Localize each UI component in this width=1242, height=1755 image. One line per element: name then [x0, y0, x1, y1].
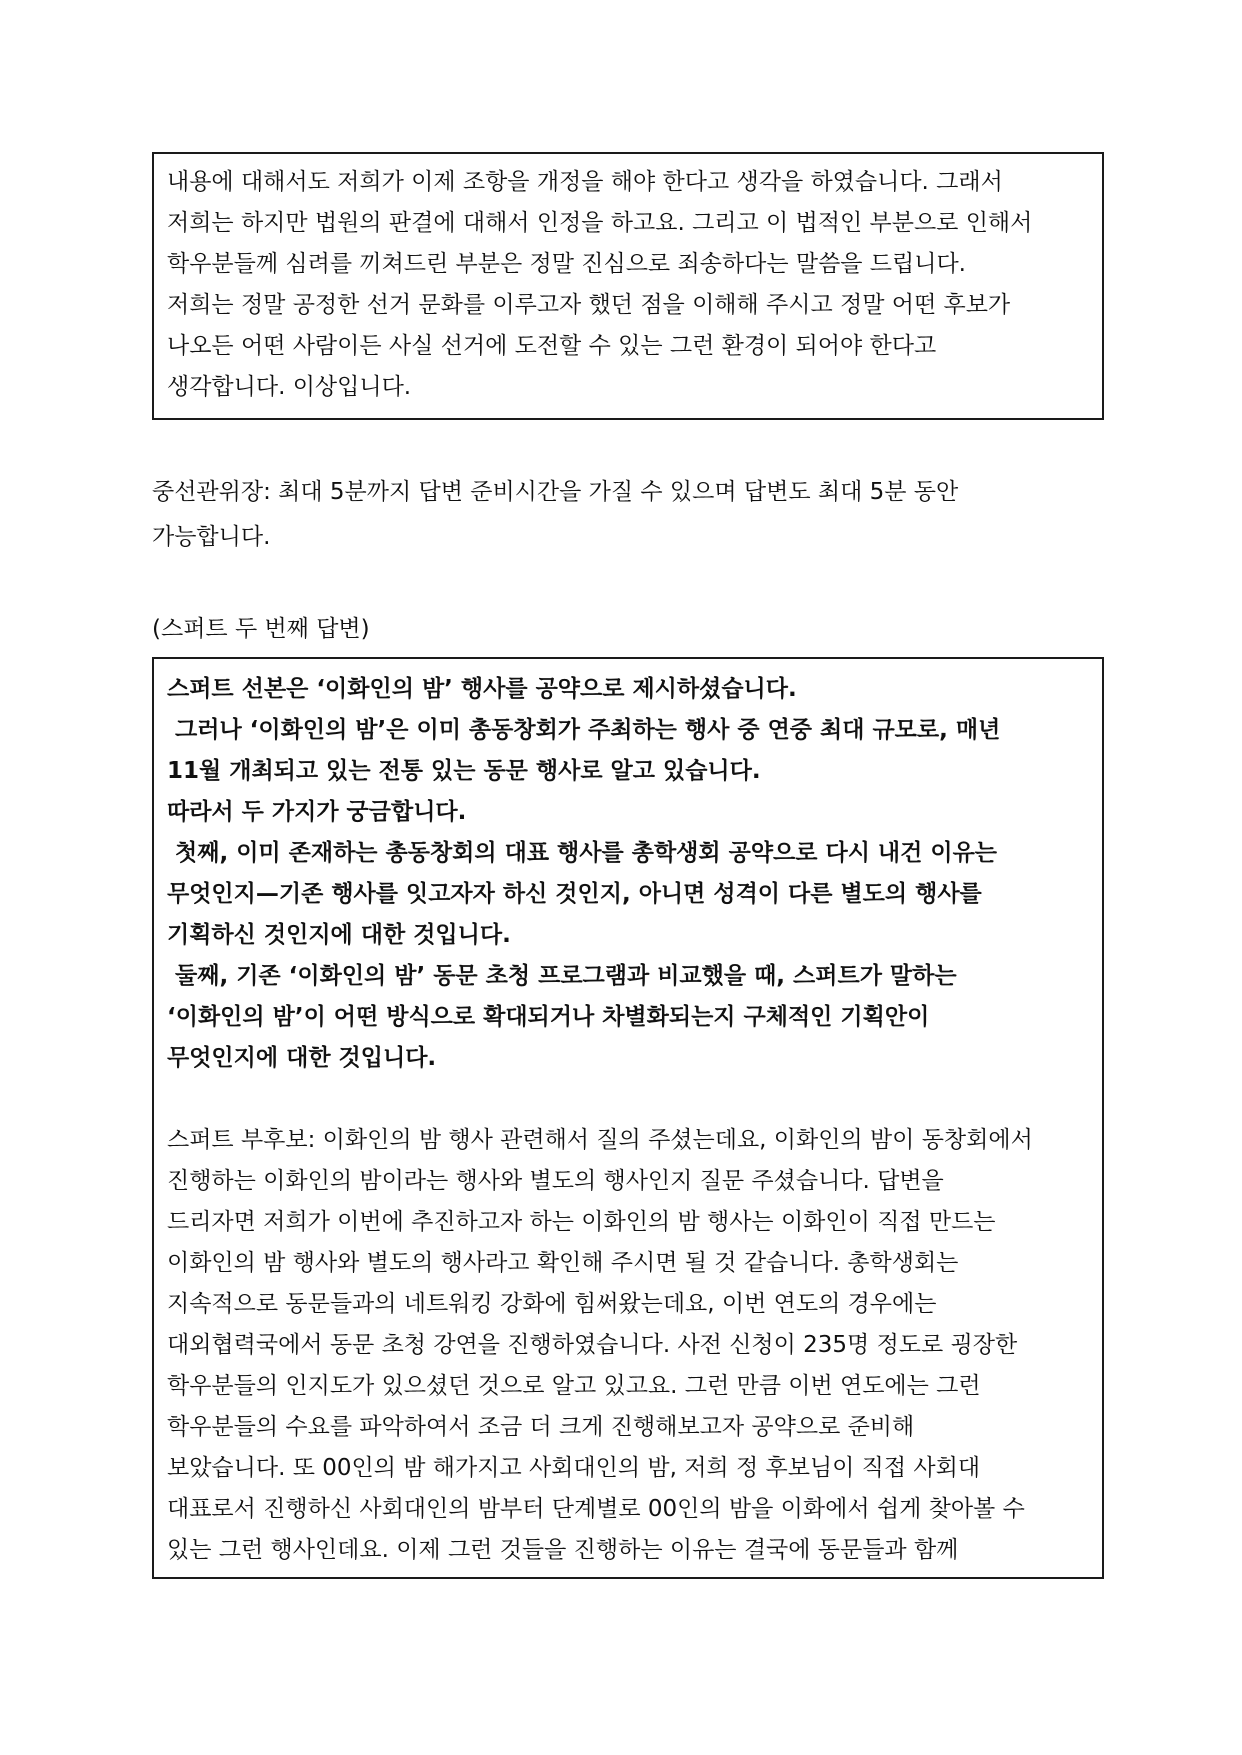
answer-line: 학우분들의 수요를 파악하여서 조금 더 크게 진행해보고자 공약으로 준비해 [167, 1414, 915, 1440]
answer-block [167, 1120, 1092, 1571]
statement-line: 나오든 어떤 사람이든 사실 선거에 도전할 수 있는 그런 환경이 되어야 한다고 [167, 333, 937, 359]
statement-line: 저희는 정말 공정한 선거 문화를 이루고자 했던 점을 이해해 주시고 정말 어떤 후보가 [167, 292, 1011, 318]
qa-box [152, 657, 1104, 1579]
statement-box [152, 152, 1104, 420]
statement-line: 저희는 하지만 법원의 판결에 대해서 인정을 하고요. 그리고 이 법적인 부분으로 인해서 [167, 210, 1033, 236]
answer-line: 대외협력국에서 동문 초청 강연을 진행하였습니다. 사전 신청이 235명 정도로 굉장한 [167, 1332, 1018, 1358]
question-line: 따라서 두 가지가 궁금합니다. [167, 799, 467, 825]
question-block [167, 669, 1092, 1079]
answer-line: 이화인의 밤 행사와 별도의 행사라고 확인해 주시면 될 것 같습니다. 총학생회는 [167, 1250, 959, 1276]
question-line: 무엇인지—기존 행사를 잇고자자 하신 것인지, 아니면 성격이 다른 별도의 행사를 [167, 881, 982, 907]
answer-line: 대표로서 진행하신 사회대인의 밤부터 단계별로 00인의 밤을 이화에서 쉽게 찾아볼 수 [167, 1496, 1025, 1522]
statement-line: 학우분들께 심려를 끼쳐드린 부분은 정말 진심으로 죄송하다는 말씀을 드립니다. [167, 251, 966, 277]
question-line: 무엇인지에 대한 것입니다. [167, 1045, 437, 1071]
chair-note-line: 가능합니다. [152, 524, 271, 550]
answer-line: 지속적으로 동문들과의 네트워킹 강화에 힘써왔는데요, 이번 연도의 경우에는 [167, 1291, 937, 1317]
statement-line: 내용에 대해서도 저희가 이제 조항을 개정을 해야 한다고 생각을 하였습니다. 그래서 [167, 169, 1003, 195]
question-line: 스퍼트 선본은 ‘이화인의 밤’ 행사를 공약으로 제시하셨습니다. [167, 676, 797, 702]
answer-line: 있는 그런 행사인데요. 이제 그런 것들을 진행하는 이유는 결국에 동문들과 함께 [167, 1537, 959, 1563]
question-line: 첫째, 이미 존재하는 총동창회의 대표 행사를 총학생회 공약으로 다시 내건 이유는 [167, 840, 998, 866]
question-line: 둘째, 기존 ‘이화인의 밤’ 동문 초청 프로그램과 비교했을 때, 스퍼트가 말하는 [167, 963, 957, 989]
answer-line: 드리자면 저희가 이번에 추진하고자 하는 이화인의 밤 행사는 이화인이 직접 만드는 [167, 1209, 996, 1235]
paragraph-spacer [167, 1079, 1092, 1120]
answer-line: 보았습니다. 또 00인의 밤 해가지고 사회대인의 밤, 저희 정 후보님이 직접 사회대 [167, 1455, 981, 1481]
section-label: (스퍼트 두 번째 답변) [152, 616, 370, 642]
question-line: 기획하신 것인지에 대한 것입니다. [167, 922, 511, 948]
statement-line: 생각합니다. 이상입니다. [167, 374, 412, 400]
answer-line: 스퍼트 부후보: 이화인의 밤 행사 관련해서 질의 주셨는데요, 이화인의 밤이 동창회에서 [167, 1127, 1033, 1153]
question-line: ‘이화인의 밤’이 어떤 방식으로 확대되거나 차별화되는지 구체적인 기획안이 [167, 1004, 930, 1030]
question-line: 11월 개최되고 있는 전통 있는 동문 행사로 알고 있습니다. [167, 758, 761, 784]
chair-note-paragraph [152, 470, 1104, 560]
answer-line: 진행하는 이화인의 밤이라는 행사와 별도의 행사인지 질문 주셨습니다. 답변을 [167, 1168, 944, 1194]
question-line: 그러나 ‘이화인의 밤’은 이미 총동창회가 주최하는 행사 중 연중 최대 규모로, 매년 [167, 717, 1001, 743]
chair-note-line: 중선관위장: 최대 5분까지 답변 준비시간을 가질 수 있으며 답변도 최대 5분 동안 [152, 479, 959, 505]
answer-line: 학우분들의 인지도가 있으셨던 것으로 알고 있고요. 그런 만큼 이번 연도에는 그런 [167, 1373, 981, 1399]
